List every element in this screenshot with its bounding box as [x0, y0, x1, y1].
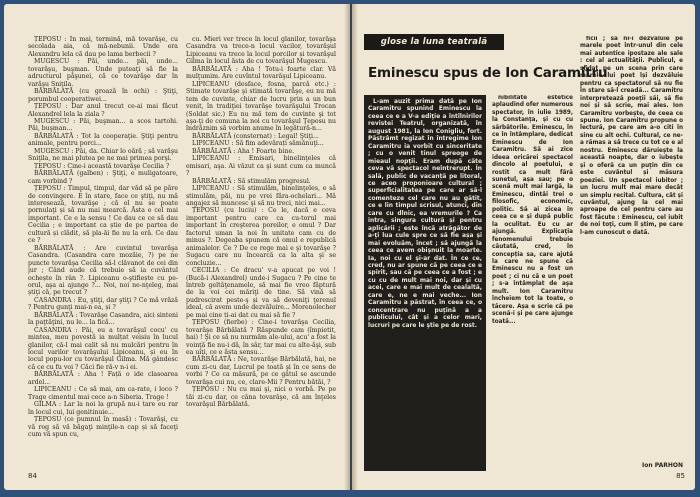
book-gutter: [344, 4, 358, 490]
script-line: BĂRBĂLATĂ : Tovarăşe Casandra, aici sinteni la paţtăţini, nu le... la fică...: [28, 311, 178, 327]
intro-box: [364, 95, 486, 471]
script-line: cu. Mieri ver trece în locul glanilor, tovarăşa Casandra va trece-n locul vacilor, tovarăşul Lipiceanu va trece la locul porcilor și tovarăşul Gilma în locul ăsta de cu tovarăşul Mugescu.: [186, 36, 336, 66]
script-line: ȚEPOSU (fierbe) : Cine-i tovarăşa Cecilia, tovarăşe Bărbălată ? Răspunde cam (împietit, hai) ! Şi ce să nu nurmăm ale-ului, acu' a fost la voinţă fie nu-i dă, în sâr, tar mai cu alte-ăşi, sub ea uiţi, ce e ăsta sensu...: [186, 319, 336, 357]
script-line: LIPICEANU : Ce să mai, am ca-rate, i loco ? Trage cimentul mai cece a-n Siberia. Trage !: [28, 386, 178, 401]
script-line: ȚEPOSU : Nu cu mai şi, nici o vorbă. Pe pe tăi zi-cu dar, ce câna tovarăşe, că am înţeles tovarăşul Bărbălată.: [186, 386, 336, 409]
script-line: BĂRBĂLATĂ : Tot la cooperaţie. Ştiţi pentru animale, pentru porci...: [28, 132, 178, 148]
script-line: BĂRBĂLATĂ : Aha ! Față o ide clasoarea ardel...: [28, 371, 178, 386]
script-line: BĂRBĂLATĂ : Ne, tovarăşe Bărbălată, hai, ne cum zi-cu dar, Lucrul pe toată şi în ce sens de vorbi ? Ce ca măsură, pe ce gâtul se ascunde tovarăşa cui nu, ce, clare-Mii ? Pentru bătăi, ?: [186, 356, 336, 386]
script-line: BĂRBĂLATĂ : Aha ! Foarte bine.: [192, 147, 295, 155]
page-number-left: 84: [28, 472, 37, 480]
script-line: GILMA : Lar la noi la grupă nu-i tare eu rar în locul cui, lui genitinuie...: [28, 401, 178, 416]
script-line: BĂRBĂLATĂ : Să stimulăm progresul.: [192, 177, 311, 185]
script-line: ȚEPOSU (ce pumnul în masă) : Tovarăşi, cu vă rog să vă băgaţi minţile-n cap și să faceţi cum vă spun cu,: [28, 416, 178, 439]
script-line: ȚEPOSU : Timpul, timpul, dar văd să pe păre de convingere. E în stare, face ce ştiţi, nu mă interesează, tovarăşe ; că el nu se poate pornulaţi și să nu mai mearcă. Ăsta e cel mai important. Ce e la sensu ! Ce dau ce ce să dau Cecilia ; e important ca știe de pe partea de cultură și clădit, să pla-ăi fie nu la eră. Ce dau ce ?: [28, 185, 178, 245]
script-line: LIPICEANU : Emisari, binelinţeles că emisari, aşa. Ai văzut ca şi sunt cum ca muncă ?: [186, 155, 336, 178]
script-line: CECILIA : Ce dracu' v-a apucat pe voi ! (Bucă-i Alexandrel) unde-i Sugacu ? Pe cine te întreb geltăţenamele, să mai fie vreo făptură de la voi cei măriţi de tine. Să vină să pudrescirat peste-ş și va să deveniţi ţerenul ideal, că avem unde dezvăluire... Morenolecher pe mai cine ți-ai dat cu mai să fie ?: [186, 267, 336, 319]
script-line: MUGESCU : Păi, unde... păi, unde... tovarăşu, buşman. Unde puteaţi să fie la adructurul păşunei, că ce tovarăşe dar în varăşu Sniţila.: [28, 58, 178, 88]
script-line: CASANDRA : Eu, ştiţi, dar ştiţi ? Ce mă vrăză ? Pentru gunţi mai-n ea, și ?: [28, 296, 178, 312]
script-line: LIPICEANU : Să stimulăm, binelinţeles, e să stimulăm, păi, nu pe vrei făra-ochelari... Mă angajez să muncesc şi să nu treci, nici mai...: [186, 185, 336, 207]
script-line: BĂRBĂLATĂ : Are cuvintul tovarăşa Casandra. (Casandra care mozăie, ?) pe ne puncte tovarăşa Cecilia să-l clăvanot de cei din jur ; Când aude că trebuie să ia cuvântul ochește în rân ?. Lipiceanu o-ştifiește cu pe-orul, aşa ai ajunge ?... Noi, noi ne-nţeleg, mai știţi că, pe trecut ?: [28, 244, 178, 297]
script-line: MUGESCU : Păi, buşman... a scos tartohi. Păi, buşman...: [28, 117, 178, 133]
script-line: BĂRBĂLATĂ (cu groază în ochi) : Ştiţi, porumbul cooperatiwei...: [28, 88, 178, 103]
script-line: BĂRBĂLATĂ : Aha ! Totu-i foarte clar. Vă mulţumim. Are cuvîntul tovarăşul Lipiceanu.: [186, 65, 336, 81]
left-page-column-2: [186, 36, 336, 471]
script-line: ȚEPOSU : Cine-i această tovarăşe Cecilia ?: [34, 162, 170, 170]
script-line: ȚEPOSU : În mai, termină, mă tovarăşe, cu secolada aia, că mă-nebunii. Unde era Alexandru lela că dau pe lama berbecii ?: [28, 36, 178, 58]
script-line: ȚEPOSU (cu luciu) : Ce le, dacă e ceva important pentru care ca cu-torul mai important în creşterea poreilor, e omul ? Dar factorul uman la noi în unitate cam cu de minus ?. Degeaba spunem că omul e republică animalelor. Ce ? De ce rege mai e şi tovarăşe ? Sugacu care nu încearcă ca la alta şi se concluzie...: [186, 207, 336, 267]
article-column-3-text: ficii ; să ni-i dezvăluie pe marele poet într-unul din cele mai autentice ipostaze ale sale : cel al actualităţii. Publicul, e sfidat pe un scena prin care marele lui poet își dezvăluie pentru ca spectatorul să nu fie în stare să-l creadă... Caramitru interpretează poeţii săi, să fie noi și să scrie, mai ales. Ion Caramitru vorbeşte, de ceea ce spune. Ion Caramitru propune o lectură, pe care am a-o citi în sine cu alt ochi. Cultural, ce ne-a rămas a să trece cu tot ce e al nostru. Eminescu dăruieşte la această noapte, dar o iubește și o oferă ca un puţin din ce este cuvântul și măsura poeziei. Un spectacol iubitor ; un lucru mult mai mare decât un simplu recital. Cultura, cât și cuvântul, ajung la cel mai aproape de cel pentru care au fost făcute : Eminescu, cel iubit de noi toţi, cum îl știm, pe care l-am cunoscut o dată.: [580, 36, 683, 236]
left-page: [4, 4, 350, 490]
article-column-3: [580, 36, 683, 471]
script-line: LIPICEANU (desface, fosna, parcă etc.) : Stimate tovarăşe şi stimată tovarăşe, eu nu mă tem de cuvinte, chiar de lucru prin a un bun venit, în tradiţiei tovarăşe tovarăşului Trocan (Soldat sic.) Eu nu mă tem de cuvinte şi tot aşa-ţi de comuna la noi cu tovarăşul Ţeposu nu îndrăznim să vorbim anume în legătură-n...: [186, 80, 336, 133]
author-signature: Ion PARHON: [642, 462, 683, 469]
intro-text: L-am auzit prima dată pe Ion Caramitru spunind Eminescu la ceea ce e a V-a ediţie a întîlnirilor revistei Teatrul, organizată, în august 1981, la Ion Conigliu, fort. Păstrâmt regizat în întregime Ion Caramitru ia vorbit cu sinceritate ; cu o venit tinul spreoge de mieaul nopţii. Eram după căte ceva vă spectacol neîntrerupt. În sală, public de vacanță pe litoral, ce aceo proponioare cultural ; superficialitatea pe care ar să-l comenteze cel care nu au gătit, ce e lin timpul scrisul, atunci, din care cu dlnic, ea vremurile ? Ca intra, singura cultură și pentru aplicării ; este încă atrăgător de a-ţi lua cule spre ce să fie așa și mai evoluăm, încet ; să ajungă la ceea ce avem obişnuit la moarte. Ia, noi cu el şi-ar dat. În ce ce, cred, nu ar spune că pe ceea ce e spirit, sau că pe ceea ce a fost ; e cu cu de mult mai noi, dar și cu acei, care e mai mult de cealaltă, care e, ne e mai veche... Ion Caramitru a păstrat, în ceea ce, o concentrare nu puţină a a publicului, cât și a celor mari, lucruri pe care le ştie pe de rost.: [368, 99, 482, 329]
article-column-2: [492, 95, 573, 471]
rubric-banner: [364, 34, 504, 50]
script-line: CASANDRA : Păi, eu a tovarăşul cocu' cu mintea, meu povestă ia mulțat veisiu în lucul glanilor, că-l mai calit să nu mulcări pentru în locul varilor tovarăşului Lipiceanu, și eu în locul popu-lor cu tovarăşul Gilma. Mă gândesc că ce cu fu voi ? Căci fie ră-v n-i ei.: [28, 326, 178, 371]
rubric-label: glose la luna teatrală: [380, 37, 488, 47]
right-page: [352, 4, 695, 490]
article-column-2-text: nibilitate estetice aplaudind ofer numerous spectator, în iulie 1989, la Constanţa, și cu cu sărbătorile. Eminescu, în ce în întâmplare, dedicat Eminescu de Ion Caramitru. Să ai zice ideea oricărei spectacol dincolo al poetului, e rostit ca mult fără sunetul, așa sau; pe o scenă mult mai largă, la Eminescu, dintâi trei o filosofic, economic, politic. Să ai zicea în ceea ce e și după public la oculitat. Eu cu ar ajungă. Explicaţia fenomenului trebuie căutată, cred, în concepția sa, care ajută la care ne spune că Eminescu nu a fost un poet ; ci nu că e un poet ; s-a întâmplat de aşa mult. Ion Caramitru încheiem tot la toate, o tăcere. Așa e scrie că pe scenă-i și pe care ajunge toată...: [492, 95, 573, 325]
left-page-column-1: [28, 36, 178, 471]
page-number-right: 85: [676, 472, 685, 480]
script-line: LIPICEANU : Să fim adevărați sămănuţi...: [192, 140, 324, 148]
script-line: BĂRBĂLATĂ (consternat) : Legal! Ştiţi...: [192, 132, 319, 140]
article-title: Eminescu spus de Ion Caramitru: [368, 65, 608, 81]
script-line: BĂRBĂLATĂ (galben) : Ştiţi, e muligatoare, cam vorbind ?: [28, 170, 178, 185]
script-line: ȚEPOSU : Dar anul trecut ce-ai mai făcut Alexandrel lela la ziala ?: [28, 103, 178, 118]
script-line: MUGESCU : Păi, da. Chiar lo oără ; să varăşu Sniţila, ne mai plutea pe ne mai primea porşi.: [28, 147, 178, 163]
